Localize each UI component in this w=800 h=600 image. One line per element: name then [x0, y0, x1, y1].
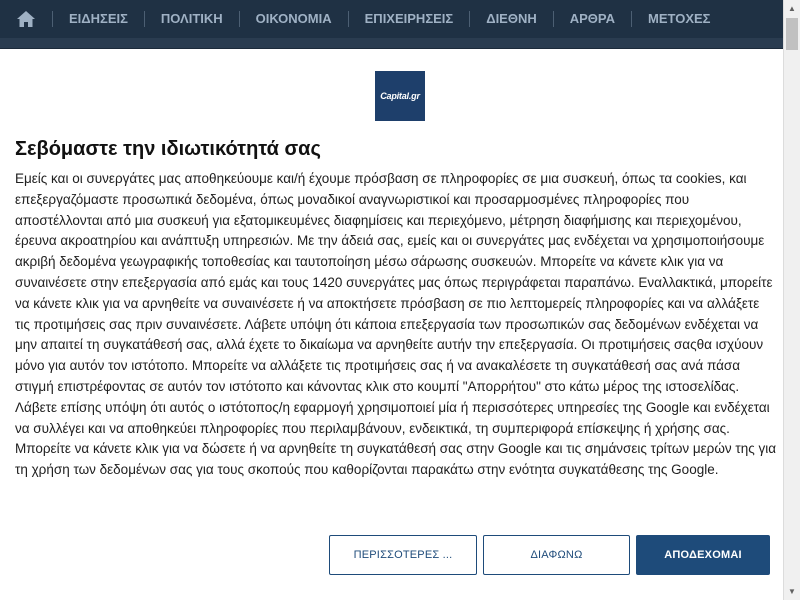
- accept-button[interactable]: ΑΠΟΔΕΧΟΜΑΙ: [636, 535, 770, 575]
- logo-text: Capital.gr: [380, 91, 420, 101]
- nav-item-news[interactable]: ΕΙΔΗΣΕΙΣ: [52, 11, 144, 27]
- scroll-down-icon[interactable]: ▼: [788, 587, 796, 596]
- sub-navigation-bar: [0, 38, 783, 48]
- capital-logo: [375, 71, 425, 121]
- consent-dialog: [0, 49, 783, 600]
- nav-item-politics[interactable]: ΠΟΛΙΤΙΚΗ: [144, 11, 239, 27]
- home-button[interactable]: [0, 0, 52, 38]
- consent-body: [15, 169, 777, 481]
- consent-paragraph-google: Λάβετε επίσης υπόψη ότι αυτός ο ιστότοπος/η εφαρμογή χρησιμοποιεί μία ή περισσότερες υπηρεσίες της Google και ενδέχεται να συλλέγει και να αποθηκεύει πληροφορίες που περιλαμβάνουν, ενδεικτικά, τη συμπεριφορά επίσκεψης ή χρήσης σας. Μπορείτε να κάνετε κλικ για να δώσετε ή να αρνηθείτε τη συγκατάθεσή σας στην Google και τις σημάνσεις τρίτων μερών της για τη χρήση των δεδομένων σας για τους σκοπούς που καθορίζονται παρακάτω στην ενότητα συγκατάθεσης της Google.: [15, 399, 777, 478]
- home-icon: [16, 10, 36, 28]
- nav-item-international[interactable]: ΔΙΕΘΝΗ: [469, 11, 553, 27]
- more-options-button[interactable]: ΠΕΡΙΣΣΟΤΕΡΕΣ ...: [329, 535, 477, 575]
- top-navigation: [0, 0, 783, 38]
- vertical-scrollbar[interactable]: [783, 0, 800, 600]
- scroll-up-icon[interactable]: ▲: [788, 4, 796, 13]
- nav-item-articles[interactable]: ΑΡΘΡΑ: [553, 11, 631, 27]
- nav-menu: [52, 0, 726, 38]
- disagree-button[interactable]: ΔΙΑΦΩΝΩ: [483, 535, 630, 575]
- scrollbar-thumb[interactable]: [786, 18, 798, 50]
- nav-item-business[interactable]: ΕΠΙΧΕΙΡΗΣΕΙΣ: [348, 11, 470, 27]
- nav-item-stocks[interactable]: ΜΕΤΟΧΕΣ: [631, 11, 726, 27]
- nav-item-economy[interactable]: ΟΙΚΟΝΟΜΙΑ: [239, 11, 348, 27]
- consent-title: Σεβόμαστε την ιδιωτικότητά σας: [15, 138, 321, 160]
- consent-paragraph: Εμείς και οι συνεργάτες μας αποθηκεύουμε και/ή έχουμε πρόσβαση σε πληροφορίες σε μια συσκευή, όπως τα cookies, και επεξεργαζόμαστε προσωπικά δεδομένα, όπως μοναδικοί αναγνωριστικοί και προσαρμοσμένες πληροφορίες που αποστέλλονται από μια συσκευή για εξατομικευμένες διαφημίσεις και περιεχόμενο, μέτρηση διαφήμισης και περιεχομένου, έρευνα ακροατηρίου και ανάπτυξη υπηρεσιών. Με την άδειά σας, εμείς και οι συνεργάτες μας ενδέχεται να χρησιμοποιήσουμε ακριβή δεδομένα γεωγραφικής τοποθεσίας και ταυτοποίηση μέσω σάρωσης συσκευών. Μπορείτε να κάνετε κλικ για να συναινέσετε στην επεξεργασία από εμάς και τους 1420 συνεργάτες μας όπως περιγράφεται παραπάνω. Εναλλακτικά, μπορείτε να κάνετε κλικ για να αρνηθείτε να συναινέσετε ή να αποκτήσετε πρόσβαση σε πιο λεπτομερείς πληροφορίες και να αλλάξετε τις προτιμήσεις σας πριν συναινέσετε. Λάβετε υπόψη ότι κάποια επεξεργασία των προσωπικών σας δεδομένων ενδέχεται να μην απαιτεί τη συγκατάθεσή σας, αλλά έχετε το δικαίωμα να αρνηθείτε αυτήν την επεξεργασία. Οι προτιμήσεις σαςθα ισχύουν μόνο για αυτόν τον ιστότοπο. Μπορείτε να αλλάξετε τις προτιμήσεις σας ή να ανακαλέσετε τη συγκατάθεσή σας ανά πάσα στιγμή επιστρέφοντας σε αυτόν τον ιστότοπο και κάνοντας κλικ στο κουμπί "Απορρήτου" στο κάτω μέρος της ιστοσελίδας.: [15, 171, 773, 394]
